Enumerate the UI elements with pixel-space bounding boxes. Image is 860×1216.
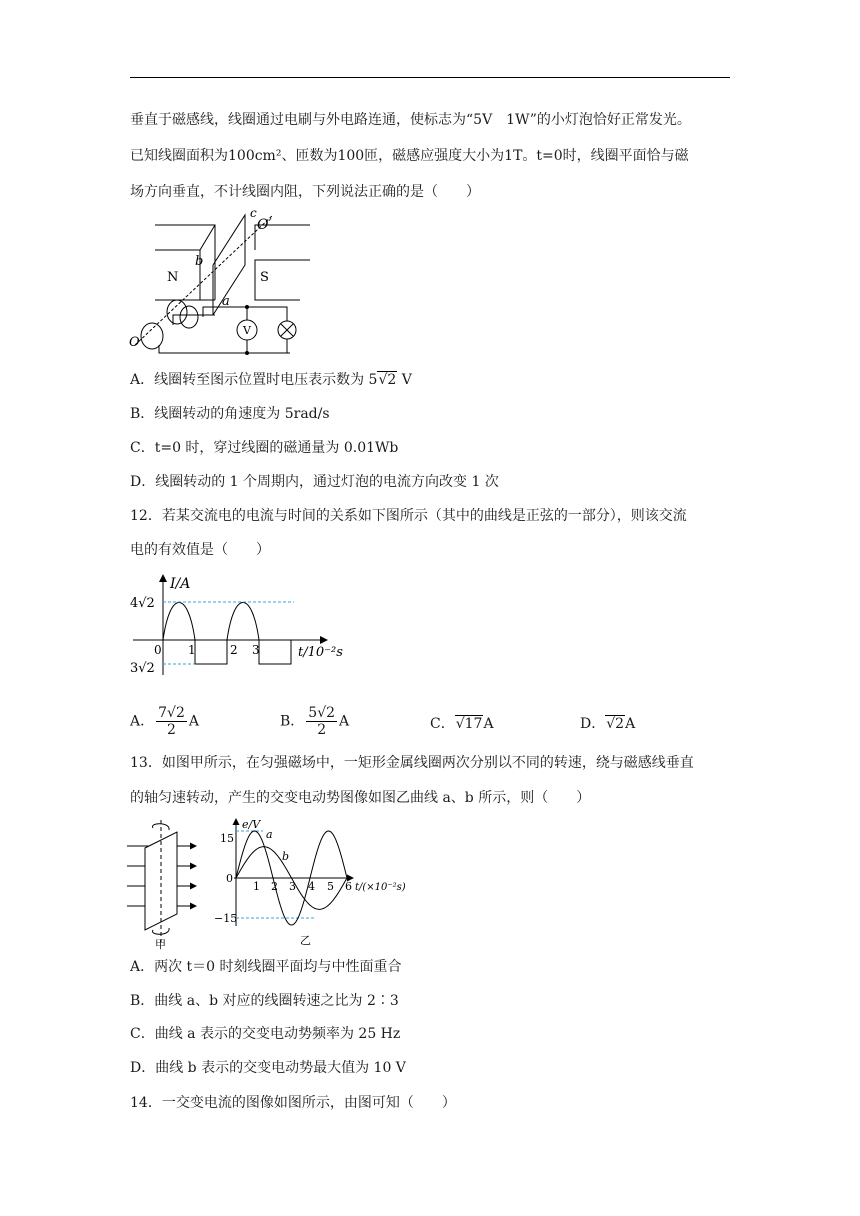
- label-jia: 甲: [155, 938, 166, 950]
- q11-option-d[interactable]: D．线圈转动的 1 个周期内，通过灯泡的电流方向改变 1 次: [130, 474, 499, 490]
- q13-option-c[interactable]: C．曲线 a 表示的交变电动势频率为 25 Hz: [130, 1026, 401, 1042]
- coil-in-field-diagram: [125, 818, 205, 950]
- q12-option-d-radical: √2: [606, 716, 625, 732]
- q12-tick-3: 3: [252, 643, 260, 657]
- header-rule: [130, 77, 730, 78]
- intro-line-2: 已知线圈面积为100cm²、匝数为100匝，磁感应强度大小为1T。t=0时，线圈平面恰与磁: [130, 148, 689, 164]
- intro-line-3: 场方向垂直，不计线圈内阻，下列说法正确的是（ ）: [130, 184, 480, 200]
- voltmeter-label: V: [243, 324, 251, 337]
- q12-option-a-denominator: 2: [167, 722, 176, 738]
- q13-curve-b-label: b: [282, 850, 290, 863]
- q12-option-d-label: D．: [580, 716, 606, 732]
- q13-option-d[interactable]: D．曲线 b 表示的交变电动势最大值为 10 V: [130, 1060, 406, 1076]
- q13-line-1: 13．如图甲所示，在匀强磁场中，一矩形金属线圈两次分别以不同的转速，绕与磁感线垂直: [130, 755, 694, 771]
- q12-option-c[interactable]: [430, 714, 494, 734]
- q11-option-c[interactable]: C．t=0 时，穿过线圈的磁通量为 0.01Wb: [130, 440, 399, 456]
- q12-option-b-unit: A: [339, 713, 350, 730]
- q13-tick-3: 3: [289, 880, 296, 893]
- current-time-graph: [128, 570, 358, 680]
- q12-option-b-numerator: 5√2: [308, 705, 336, 721]
- q12-option-c-radicand: 17: [464, 716, 483, 732]
- q11-option-a-text: A．线圈转至图示位置时电压表示数为 5: [130, 372, 378, 388]
- q11-option-a[interactable]: [130, 370, 412, 390]
- intro-line-1: 垂直于磁感线，线圈通过电刷与外电路连通，使标志为“5V 1W”的小灯泡恰好正常发光。: [130, 112, 691, 128]
- q11-option-a-unit: V: [397, 372, 412, 388]
- q13-origin: 0: [226, 872, 233, 885]
- q13-x-axis-label: t/(×10⁻²s): [355, 882, 406, 893]
- q12-option-a-numerator: 7√2: [158, 705, 185, 721]
- q13-curve-a-label: a: [266, 828, 273, 841]
- q13-tick-6: 6: [345, 880, 352, 893]
- q12-bottom-value: 3√2: [130, 661, 155, 676]
- label-S: S: [260, 270, 269, 285]
- label-O: O: [129, 335, 140, 350]
- q13-y-bottom: −15: [214, 912, 238, 925]
- q12-origin: 0: [154, 643, 162, 657]
- q13-option-a[interactable]: A．两次 t＝0 时刻线圈平面均与中性面重合: [130, 959, 402, 975]
- q12-option-d[interactable]: [580, 714, 635, 734]
- q12-y-axis-label: I/A: [170, 576, 191, 592]
- q12-option-d-unit: A: [625, 716, 636, 732]
- generator-diagram: [125, 205, 325, 360]
- q12-top-value: 4√2: [130, 596, 155, 611]
- q12-tick-2: 2: [230, 643, 238, 657]
- q12-tick-1: 1: [188, 643, 196, 657]
- q14-line-1: 14．一交变电流的图像如图所示，由图可知（ ）: [130, 1095, 456, 1111]
- q12-option-b[interactable]: [280, 705, 349, 738]
- q12-option-a-fraction: [156, 705, 187, 738]
- q13-tick-2: 2: [271, 880, 278, 893]
- q12-line-2: 电的有效值是（ ）: [130, 542, 270, 558]
- q12-option-a[interactable]: [130, 705, 199, 738]
- label-c: c: [250, 206, 257, 220]
- q13-tick-1: 1: [253, 880, 260, 893]
- q12-option-b-label: B．: [280, 713, 305, 730]
- q12-option-c-unit: A: [483, 716, 494, 732]
- emf-time-graph: [210, 814, 410, 950]
- q13-tick-4: 4: [308, 880, 315, 893]
- q13-y-axis-label: e/V: [242, 818, 261, 831]
- q11-option-a-radicand: 2: [387, 372, 397, 388]
- label-O-prime: O′: [257, 217, 272, 233]
- label-b: b: [195, 254, 204, 269]
- q13-tick-5: 5: [327, 880, 334, 893]
- label-a: a: [222, 294, 230, 309]
- q12-option-c-label: C．: [430, 716, 455, 732]
- q13-option-b[interactable]: B．曲线 a、b 对应的线圈转速之比为 2∶3: [130, 993, 399, 1009]
- q11-option-b[interactable]: B．线圈转动的角速度为 5rad/s: [130, 406, 330, 422]
- q12-x-axis-label: t/10⁻²s: [298, 645, 343, 660]
- q12-option-d-radicand: 2: [615, 716, 625, 732]
- q12-option-b-fraction: [306, 705, 337, 738]
- q12-option-a-unit: A: [188, 713, 199, 730]
- label-N: N: [167, 270, 179, 285]
- q12-option-b-denominator: 2: [317, 722, 327, 738]
- q13-y-top: 15: [220, 832, 234, 845]
- q13-line-2: 的轴匀速转动，产生的交变电动势图像如图乙曲线 a、b 所示，则（ ）: [130, 790, 591, 806]
- q12-line-1: 12．若某交流电的电流与时间的关系如下图所示（其中的曲线是正弦的一部分），则该交流: [130, 508, 687, 524]
- q12-option-c-radical: √17: [455, 716, 483, 732]
- label-yi: 乙: [300, 934, 311, 947]
- q12-option-a-label: A．: [130, 713, 155, 730]
- q11-option-a-radical: √2: [378, 372, 397, 388]
